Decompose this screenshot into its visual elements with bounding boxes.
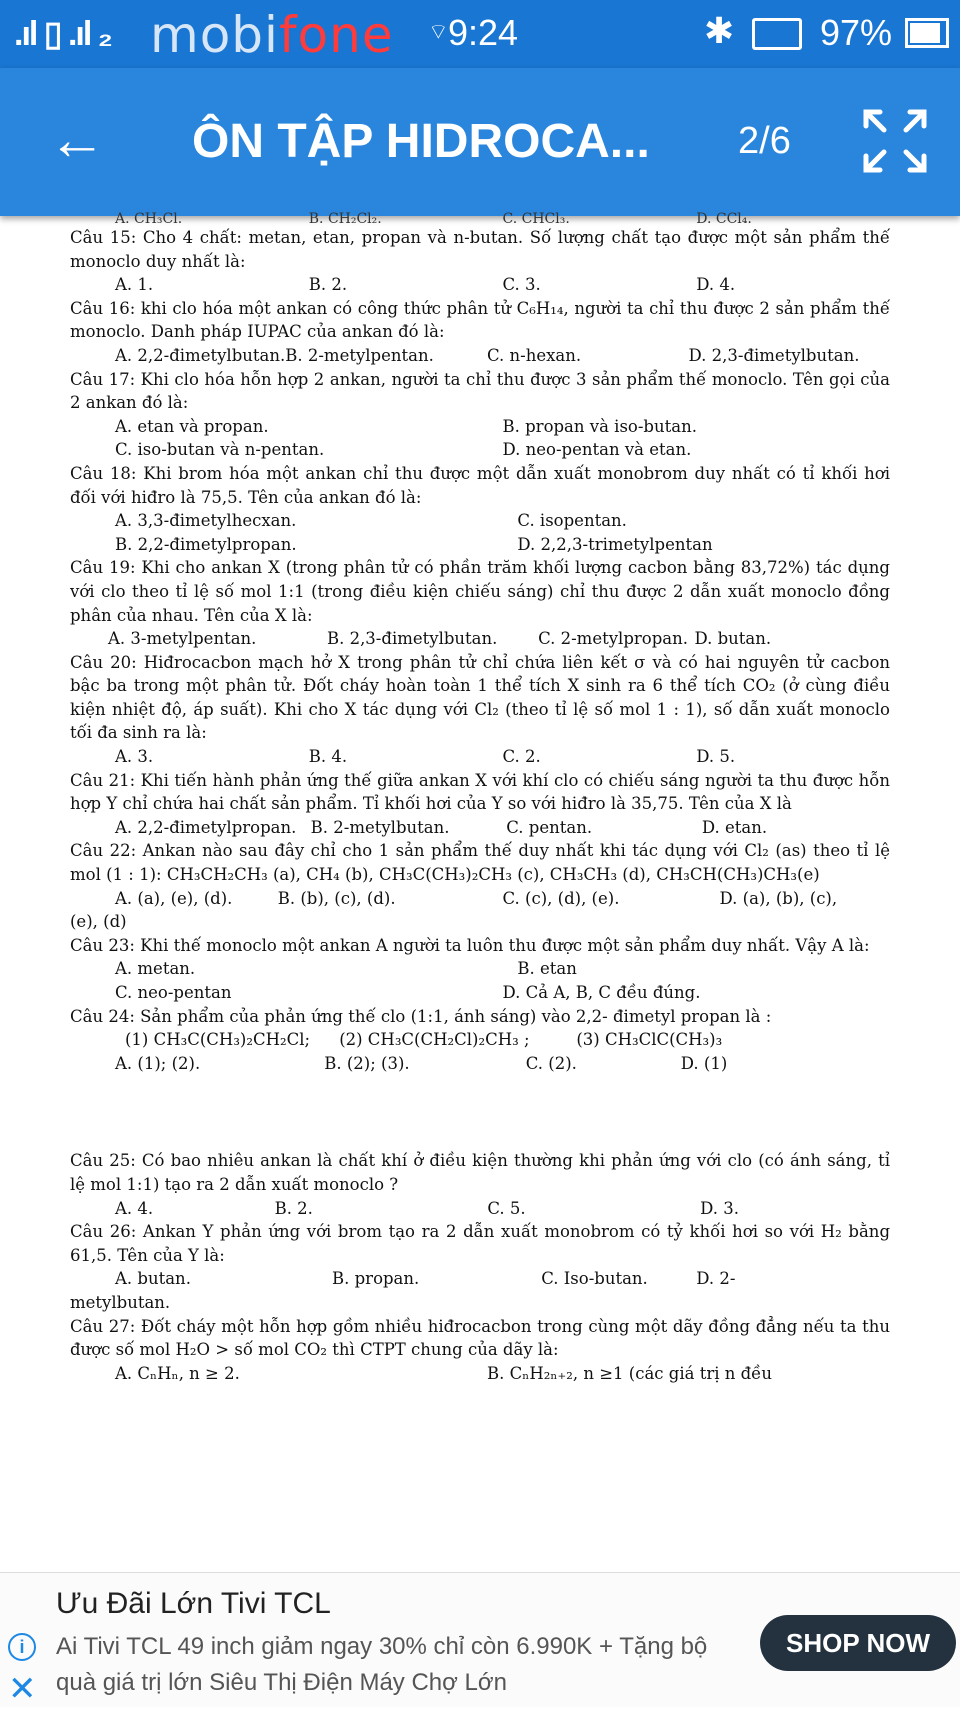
info-icon[interactable]: i xyxy=(8,1633,36,1661)
question-27: Câu 27: Đốt cháy một hỗn hợp gồm nhiều hiđrocacbon trong cùng một dãy đồng đẳng nếu ta thu được số mol H₂O > số mol CO₂ thì CTPT chung của dãy là: xyxy=(70,1316,890,1360)
ad-banner[interactable] xyxy=(0,1572,960,1707)
question-25-options: A. 4. B. 2. C. 5. D. 3. xyxy=(115,1198,739,1218)
battery-icon xyxy=(905,18,949,48)
question-23-options-2: C. neo-pentan D. Cả A, B, C đều đúng. xyxy=(115,983,701,1002)
clock: 9:24 xyxy=(448,12,519,53)
wifi-icon: ⌔ xyxy=(428,19,449,44)
question-24: Câu 24: Sản phẩm của phản ứng thế clo (1:1, ánh sáng) vào 2,2- đimetyl propan là : xyxy=(70,1006,772,1026)
question-17-options: A. etan và propan. B. propan và iso-butan. xyxy=(115,416,697,436)
document-page[interactable] xyxy=(70,212,890,1385)
question-22-continued: (e), (d) xyxy=(70,912,127,932)
shop-now-button[interactable]: SHOP NOW xyxy=(760,1615,956,1671)
page-break xyxy=(70,1075,890,1149)
cast-icon xyxy=(752,18,802,50)
signal-icon: .ıl ▯ .ıl ₂ xyxy=(14,15,111,53)
question-21: Câu 21: Khi tiến hành phản ứng thế giữa ankan X với khí clo có chiếu sáng người ta thu được hỗn hợp Y chỉ chứa hai chất sản phẩm. Tỉ khối hơi của Y so với hiđro là 35,75. Tên của X là xyxy=(70,770,890,814)
bluetooth-icon: ✱ xyxy=(704,10,735,51)
question-26-continued: metylbutan. xyxy=(70,1292,171,1312)
question-20: Câu 20: Hiđrocacbon mạch hở X trong phân tử chỉ chứa liên kết σ và có hai nguyên tử cacbon bậc ba trong một phân tử. Đốt cháy hoàn toàn 1 thể tích X sinh ra 6 thể tích CO₂ (ở cùng điều kiện nhiệt độ, áp suất). Khi cho X tác dụng với Cl₂ (theo tỉ lệ số mol 1 : 1), số dẫn xuất monoclo tối đa sinh ra là: xyxy=(70,652,890,743)
question-17-options-2: C. iso-butan và n-pentan. D. neo-pentan và etan. xyxy=(115,440,692,460)
question-26-options: A. butan. B. propan. C. Iso-butan. D. 2- xyxy=(115,1269,736,1289)
ad-description[interactable]: Ai Tivi TCL 49 inch giảm ngay 30% chỉ còn 6.990K + Tặng bộ quà giá trị lớn Siêu Thị Điện Máy Chợ Lớn xyxy=(56,1633,708,1696)
carrier-logo: mobifone xyxy=(150,6,394,64)
fullscreen-icon[interactable] xyxy=(860,106,930,176)
question-16-options: A. 2,2-đimetylbutan.B. 2-metylpentan. C. n-hexan. D. 2,3-đimetylbutan. xyxy=(115,345,860,365)
question-24-options: A. (1); (2). B. (2); (3). C. (2). D. (1) xyxy=(115,1053,728,1073)
question-22-options: A. (a), (e), (d). B. (b), (c), (d). C. (c), (d), (e). D. (a), (b), (c), xyxy=(115,888,838,908)
question-19-options: A. 3-metylpentan. B. 2,3-đimetylbutan. C. 2-metylpropan. D. butan. xyxy=(108,629,772,649)
question-20-options: A. 3. B. 4. C. 2. D. 5. xyxy=(115,747,736,767)
cut-off-options: A. CH₃Cl. B. CH₂Cl₂. C. CHCl₃. D. CCl₄. xyxy=(115,212,752,226)
question-22: Câu 22: Ankan nào sau đây chỉ cho 1 sản phẩm thế duy nhất khi tác dụng với Cl₂ (as) theo tỉ lệ mol (1 : 1): CH₃CH₂CH₃ (a), CH₄ (b), CH₃C(CH₃)₂CH₃ (c), CH₃CH₃ (d), CH₃CH(CH₃)CH₃(e) xyxy=(70,841,890,885)
question-15: Câu 15: Cho 4 chất: metan, etan, propan và n-butan. Số lượng chất tạo được một sản phẩm thế monoclo duy nhất là: xyxy=(70,228,890,271)
question-16: Câu 16: khi clo hóa một ankan có công thức phân tử C₆H₁₄, người ta chỉ thu được 2 sản phẩm thế monoclo. Danh pháp IUPAC của ankan đó là: xyxy=(70,298,890,342)
page-indicator: 2/6 xyxy=(738,120,791,162)
ad-title[interactable]: Ưu Đãi Lớn Tivi TCL xyxy=(56,1587,331,1620)
question-18-options: A. 3,3-đimetylhecxan. C. isopentan. xyxy=(115,511,627,531)
question-15-options: A. 1. B. 2. C. 3. D. 4. xyxy=(115,275,736,295)
question-26: Câu 26: Ankan Y phản ứng với brom tạo ra 2 dẫn xuất monobrom có tỷ khối hơi so với H₂ bằng 61,5. Tên của Y là: xyxy=(70,1222,890,1265)
app-header xyxy=(0,68,960,216)
status-bar xyxy=(0,0,960,68)
question-23: Câu 23: Khi thế monoclo một ankan A người ta luôn thu được một sản phẩm duy nhất. Vậy A là: xyxy=(70,935,870,955)
question-17: Câu 17: Khi clo hóa hỗn hợp 2 ankan, người ta chỉ thu được 3 sản phẩm thế monoclo. Tên gọi của 2 ankan đó là: xyxy=(70,369,890,413)
close-icon[interactable]: ✕ xyxy=(8,1670,37,1708)
question-19: Câu 19: Khi cho ankan X (trong phân tử có phần trăm khối lượng cacbon bằng 83,72%) tác dụng với clo theo tỉ lệ số mol 1:1 (trong điều kiện chiếu sáng) chỉ thu được 2 dẫn xuất monoclo đồng phân của nhau. Tên của X là: xyxy=(70,558,890,625)
document-title: ÔN TẬP HIDROCA... xyxy=(192,115,650,168)
question-18: Câu 18: Khi brom hóa một ankan chỉ thu được một dẫn xuất monobrom duy nhất có tỉ khối hơi đối với hiđro là 75,5. Tên của ankan đó là: xyxy=(70,463,890,507)
question-21-options: A. 2,2-đimetylpropan. B. 2-metylbutan. C. pentan. D. etan. xyxy=(115,817,768,837)
question-23-options: A. metan. B. etan xyxy=(115,959,577,979)
question-24-items: (1) CH₃C(CH₃)₂CH₂Cl; (2) CH₃C(CH₂Cl)₂CH₃ ; (3) CH₃ClC(CH₃)₃ xyxy=(125,1030,723,1050)
question-25: Câu 25: Có bao nhiêu ankan là chất khí ở điều kiện thường khi phản ứng với clo (có ánh sáng, tỉ lệ mol 1:1) tạo ra 2 dẫn xuất monoclo ? xyxy=(70,1151,890,1194)
battery-percent: 97% xyxy=(820,12,893,53)
question-18-options-2: B. 2,2-đimetylpropan. D. 2,2,3-trimetylpentan xyxy=(115,534,713,554)
question-27-options: A. CₙHₙ, n ≥ 2. B. CₙH₂ₙ₊₂, n ≥1 (các giá trị n đều xyxy=(115,1363,772,1383)
back-arrow-icon[interactable]: ← xyxy=(48,107,106,172)
